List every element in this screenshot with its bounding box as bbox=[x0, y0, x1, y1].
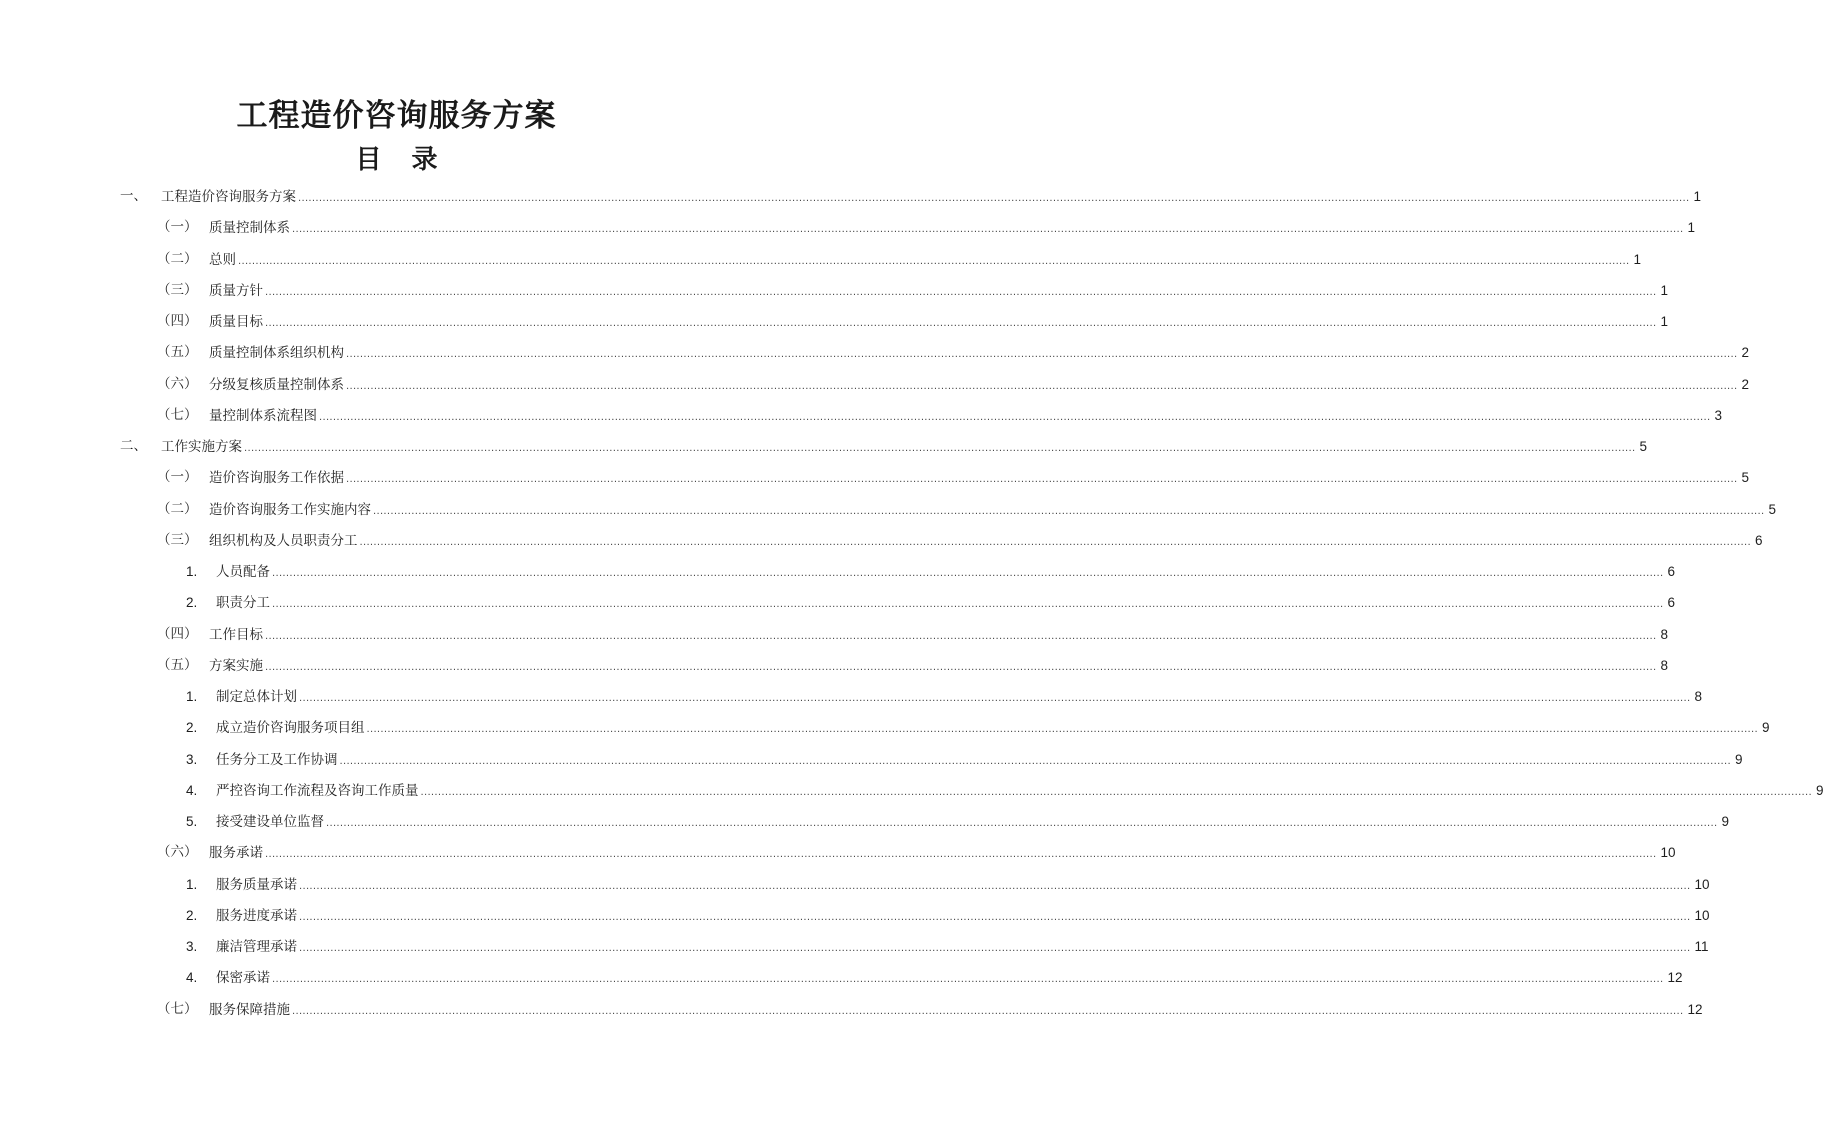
toc-entry-number: （二） bbox=[157, 251, 198, 267]
toc-entry[interactable] bbox=[0, 744, 1743, 775]
toc-leader-dots: ................................................................................................................................................................................................................................................................................................................................................................................................................ bbox=[373, 506, 1765, 517]
toc-entry-page-number: 12 bbox=[1687, 1002, 1703, 1017]
toc-leader-dots: ................................................................................................................................................................................................................................................................................................................................................................................................................ bbox=[319, 412, 1711, 423]
toc-entry-title: 制定总体计划 bbox=[216, 689, 297, 705]
toc-entry-number: （一） bbox=[157, 469, 198, 485]
toc-entry-line bbox=[209, 837, 1676, 870]
toc-entry[interactable] bbox=[0, 212, 1695, 243]
toc-entry[interactable] bbox=[0, 556, 1675, 587]
toc-entry-line bbox=[216, 744, 1743, 777]
toc-heading-char-2: 录 bbox=[411, 145, 438, 175]
toc-entry-page-number: 5 bbox=[1639, 439, 1647, 454]
toc-entry[interactable] bbox=[0, 806, 1729, 837]
toc-entry-line bbox=[209, 525, 1763, 558]
toc-entry-title: 人员配备 bbox=[216, 564, 270, 580]
toc-entry[interactable] bbox=[0, 994, 1703, 1025]
toc-entry-line bbox=[209, 306, 1668, 339]
toc-entry-line bbox=[216, 587, 1675, 620]
toc-leader-dots: ................................................................................................................................................................................................................................................................................................................................................................................................................ bbox=[265, 662, 1657, 673]
toc-entry[interactable] bbox=[0, 931, 1709, 962]
toc-leader-dots: ................................................................................................................................................................................................................................................................................................................................................................................................................ bbox=[366, 724, 1758, 735]
toc-entry-title: 接受建设单位监督 bbox=[216, 814, 324, 830]
toc-leader-dots: ................................................................................................................................................................................................................................................................................................................................................................................................................ bbox=[272, 974, 1664, 985]
toc-entry-line bbox=[216, 869, 1710, 902]
toc-entry-number: （六） bbox=[157, 844, 198, 860]
toc-entry-page-number: 9 bbox=[1761, 720, 1770, 735]
toc-leader-dots: ................................................................................................................................................................................................................................................................................................................................................................................................................ bbox=[244, 443, 1636, 454]
toc-entry-page-number: 1 bbox=[1693, 189, 1701, 204]
toc-entry-page-number: 2 bbox=[1741, 345, 1749, 360]
toc-entry-line bbox=[209, 337, 1749, 370]
toc-leader-dots: ................................................................................................................................................................................................................................................................................................................................................................................................................ bbox=[298, 193, 1690, 204]
toc-leader-dots: ................................................................................................................................................................................................................................................................................................................................................................................................................ bbox=[346, 349, 1738, 360]
toc-entry[interactable] bbox=[0, 462, 1749, 493]
toc-entry-page-number: 1 bbox=[1660, 314, 1668, 329]
toc-entry[interactable] bbox=[0, 712, 1770, 743]
toc-entry[interactable] bbox=[0, 306, 1668, 337]
toc-entry-page-number: 9 bbox=[1815, 783, 1824, 798]
toc-leader-dots: ................................................................................................................................................................................................................................................................................................................................................................................................................ bbox=[265, 287, 1657, 298]
toc-entry-title: 量控制体系流程图 bbox=[209, 408, 317, 424]
toc-entry-line bbox=[216, 931, 1709, 964]
toc-leader-dots: ................................................................................................................................................................................................................................................................................................................................................................................................................ bbox=[272, 599, 1664, 610]
toc-entry-line bbox=[216, 775, 1824, 808]
toc-entry-page-number: 10 bbox=[1660, 845, 1676, 860]
toc-entry[interactable] bbox=[0, 525, 1763, 556]
toc-entry[interactable] bbox=[0, 431, 1647, 462]
toc-entry[interactable] bbox=[0, 681, 1702, 712]
toc-leader-dots: ................................................................................................................................................................................................................................................................................................................................................................................................................ bbox=[420, 787, 1812, 798]
toc-entry[interactable] bbox=[0, 275, 1668, 306]
toc-entry-number: 2. bbox=[186, 908, 198, 923]
toc-entry-number: （四） bbox=[157, 626, 198, 642]
toc-leader-dots: ................................................................................................................................................................................................................................................................................................................................................................................................................ bbox=[265, 318, 1657, 329]
toc-entry-page-number: 8 bbox=[1660, 658, 1668, 673]
toc-leader-dots: ................................................................................................................................................................................................................................................................................................................................................................................................................ bbox=[292, 1006, 1684, 1017]
toc-entry-page-number: 1 bbox=[1687, 220, 1695, 235]
toc-leader-dots: ................................................................................................................................................................................................................................................................................................................................................................................................................ bbox=[359, 537, 1751, 548]
toc-entry-line bbox=[216, 556, 1675, 589]
toc-entry-number: 4. bbox=[186, 783, 198, 798]
toc-entry-line bbox=[216, 806, 1729, 839]
toc-leader-dots: ................................................................................................................................................................................................................................................................................................................................................................................................................ bbox=[326, 818, 1718, 829]
toc-entry-title: 服务进度承诺 bbox=[216, 908, 297, 924]
toc-entry[interactable] bbox=[0, 900, 1710, 931]
toc-entry-title: 工作目标 bbox=[209, 627, 263, 643]
toc-entry-title: 严控咨询工作流程及咨询工作质量 bbox=[216, 783, 419, 799]
toc-entry-line bbox=[216, 900, 1710, 933]
toc-entry-number: 3. bbox=[186, 939, 198, 954]
toc-entry-number: 5. bbox=[186, 814, 198, 829]
toc-entry-number: （四） bbox=[157, 313, 198, 329]
toc-entry-page-number: 1 bbox=[1633, 252, 1641, 267]
toc-entry[interactable] bbox=[0, 587, 1675, 618]
toc-entry-line bbox=[209, 994, 1703, 1027]
toc-entry-line bbox=[209, 494, 1776, 527]
toc-entry[interactable] bbox=[0, 369, 1749, 400]
toc-entry-page-number: 5 bbox=[1768, 502, 1776, 517]
toc-entry-title: 造价咨询服务工作实施内容 bbox=[209, 502, 371, 518]
toc-entry-title: 职责分工 bbox=[216, 595, 270, 611]
toc-entry-title: 服务质量承诺 bbox=[216, 877, 297, 893]
toc-entry-number: 1. bbox=[186, 877, 198, 892]
toc-entry-number: （二） bbox=[157, 501, 198, 517]
toc-entry-page-number: 9 bbox=[1721, 814, 1729, 829]
toc-entry-line bbox=[209, 369, 1749, 402]
toc-entry[interactable] bbox=[0, 869, 1710, 900]
toc-entry-page-number: 9 bbox=[1734, 752, 1743, 767]
toc-leader-dots: ................................................................................................................................................................................................................................................................................................................................................................................................................ bbox=[299, 693, 1691, 704]
toc-entry-number: 2. bbox=[186, 720, 198, 735]
toc-entry-title: 质量控制体系 bbox=[209, 220, 290, 236]
toc-entry-page-number: 6 bbox=[1754, 533, 1763, 548]
toc-entry-line bbox=[209, 400, 1722, 433]
toc-entry-title: 分级复核质量控制体系 bbox=[209, 377, 344, 393]
toc-entry-title: 任务分工及工作协调 bbox=[216, 752, 338, 768]
toc-entry-line bbox=[161, 181, 1701, 214]
toc-entry-number: （一） bbox=[157, 219, 198, 235]
toc-entry[interactable] bbox=[0, 650, 1668, 681]
toc-leader-dots: ................................................................................................................................................................................................................................................................................................................................................................................................................ bbox=[265, 631, 1657, 642]
toc-entry-page-number: 8 bbox=[1660, 627, 1668, 642]
toc-entry-line bbox=[209, 244, 1641, 277]
toc-entry-title: 廉洁管理承诺 bbox=[216, 939, 297, 955]
toc-leader-dots: ................................................................................................................................................................................................................................................................................................................................................................................................................ bbox=[346, 474, 1738, 485]
toc-entry-number: 2. bbox=[186, 595, 198, 610]
toc-entry-number: （七） bbox=[157, 407, 198, 423]
toc-entry-number: （五） bbox=[157, 657, 198, 673]
toc-entry-page-number: 10 bbox=[1694, 877, 1710, 892]
toc-entry-title: 质量控制体系组织机构 bbox=[209, 345, 344, 361]
toc-entry-title: 工程造价咨询服务方案 bbox=[161, 189, 296, 205]
toc-entry-title: 组织机构及人员职责分工 bbox=[209, 533, 358, 549]
toc-entry[interactable] bbox=[0, 337, 1749, 368]
toc-entry-page-number: 2 bbox=[1741, 377, 1749, 392]
toc-entry-title: 保密承诺 bbox=[216, 970, 270, 986]
toc-entry-page-number: 11 bbox=[1694, 939, 1709, 954]
document-title: 工程造价咨询服务方案 bbox=[236, 98, 557, 134]
toc-entry[interactable] bbox=[0, 837, 1676, 868]
toc-entry-number: （六） bbox=[157, 376, 198, 392]
toc-entry-page-number: 3 bbox=[1714, 408, 1722, 423]
toc-entry-page-number: 12 bbox=[1667, 970, 1683, 985]
toc-entry-line bbox=[161, 431, 1647, 464]
toc-entry[interactable] bbox=[0, 244, 1641, 275]
toc-entry-number: （五） bbox=[157, 344, 198, 360]
toc-leader-dots: ................................................................................................................................................................................................................................................................................................................................................................................................................ bbox=[272, 568, 1664, 579]
toc-entry[interactable] bbox=[0, 400, 1722, 431]
toc-entry-title: 成立造价咨询服务项目组 bbox=[216, 720, 365, 736]
toc-entry-number: 4. bbox=[186, 970, 198, 985]
toc-entry-number: （七） bbox=[157, 1001, 198, 1017]
toc-leader-dots: ................................................................................................................................................................................................................................................................................................................................................................................................................ bbox=[299, 881, 1691, 892]
toc-entry-title: 服务承诺 bbox=[209, 845, 263, 861]
toc-leader-dots: ................................................................................................................................................................................................................................................................................................................................................................................................................ bbox=[346, 381, 1738, 392]
toc-leader-dots: ................................................................................................................................................................................................................................................................................................................................................................................................................ bbox=[292, 224, 1684, 235]
toc-entry[interactable] bbox=[0, 775, 1824, 806]
toc-entry-page-number: 6 bbox=[1667, 564, 1675, 579]
toc-entry-title: 方案实施 bbox=[209, 658, 263, 674]
toc-entry-line bbox=[209, 212, 1695, 245]
toc-entry-line bbox=[216, 712, 1770, 745]
toc-heading-char-1: 目 bbox=[355, 145, 382, 175]
toc-leader-dots: ................................................................................................................................................................................................................................................................................................................................................................................................................ bbox=[339, 756, 1731, 767]
toc-entry-page-number: 5 bbox=[1741, 470, 1749, 485]
toc-heading bbox=[0, 140, 793, 180]
toc-entry-title: 总则 bbox=[209, 252, 236, 268]
toc-entry-number: 1. bbox=[186, 689, 198, 704]
toc-entry-number: 二、 bbox=[120, 438, 147, 454]
toc-entry-number: （三） bbox=[157, 282, 198, 298]
toc-entry-title: 工作实施方案 bbox=[161, 439, 242, 455]
toc-leader-dots: ................................................................................................................................................................................................................................................................................................................................................................................................................ bbox=[299, 943, 1691, 954]
toc-entry[interactable] bbox=[0, 619, 1668, 650]
toc-entry-page-number: 1 bbox=[1660, 283, 1668, 298]
toc-entry-title: 质量方针 bbox=[209, 283, 263, 299]
toc-leader-dots: ................................................................................................................................................................................................................................................................................................................................................................................................................ bbox=[238, 256, 1630, 267]
toc-entry-line bbox=[209, 275, 1668, 308]
toc-entry-title: 服务保障措施 bbox=[209, 1002, 290, 1018]
toc-entry-number: 3. bbox=[186, 752, 198, 767]
toc-entry-page-number: 6 bbox=[1667, 595, 1675, 610]
toc-entry-line bbox=[209, 619, 1668, 652]
toc-entry[interactable] bbox=[0, 494, 1776, 525]
toc-entry-line bbox=[209, 650, 1668, 683]
toc-leader-dots: ................................................................................................................................................................................................................................................................................................................................................................................................................ bbox=[299, 912, 1691, 923]
toc-entry-line bbox=[216, 681, 1702, 714]
toc-entry-page-number: 10 bbox=[1694, 908, 1710, 923]
toc-entry[interactable] bbox=[0, 181, 1701, 212]
toc-entry-line bbox=[216, 962, 1683, 995]
toc-entry-line bbox=[209, 462, 1749, 495]
toc-entry[interactable] bbox=[0, 962, 1683, 993]
toc-entry-number: （三） bbox=[157, 532, 198, 548]
toc-entry-title: 造价咨询服务工作依据 bbox=[209, 470, 344, 486]
toc-entry-title: 质量目标 bbox=[209, 314, 263, 330]
toc-entry-number: 1. bbox=[186, 564, 198, 579]
toc-leader-dots: ................................................................................................................................................................................................................................................................................................................................................................................................................ bbox=[265, 849, 1657, 860]
toc-entry-number: 一、 bbox=[120, 188, 147, 204]
toc-entry-page-number: 8 bbox=[1694, 689, 1702, 704]
